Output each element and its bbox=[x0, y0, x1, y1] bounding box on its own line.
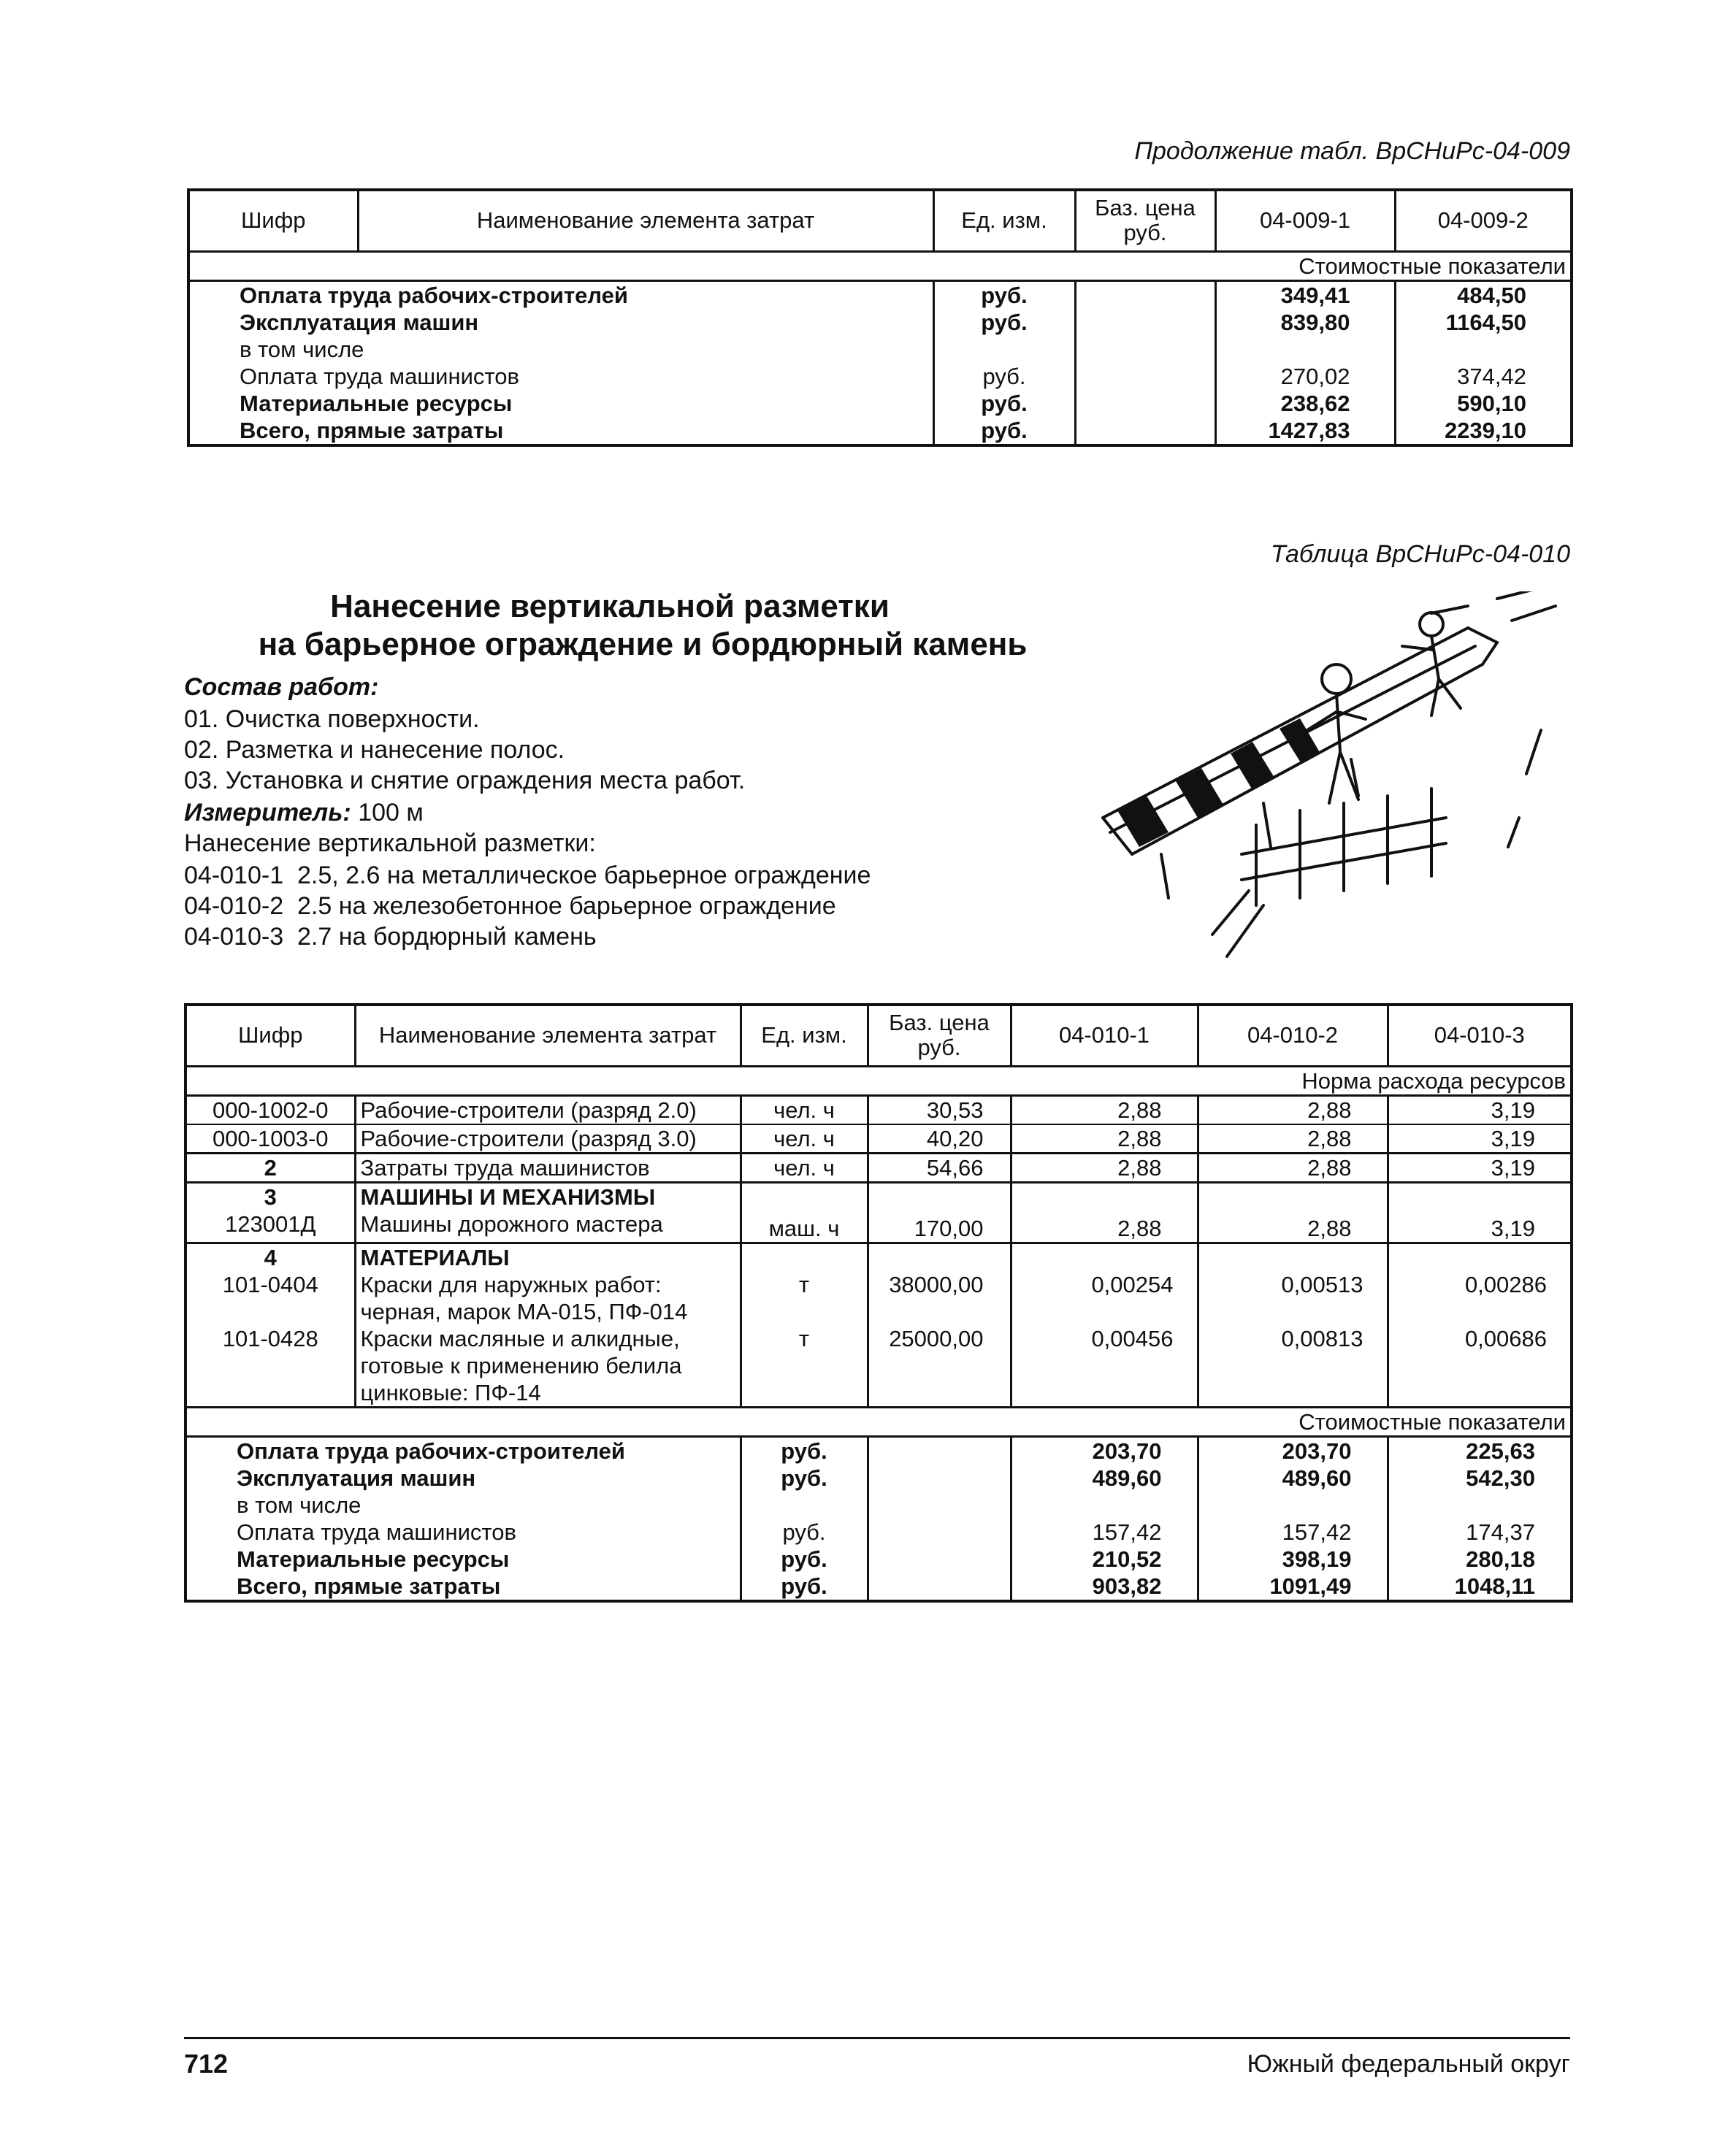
cell-unit: руб. bbox=[933, 390, 1075, 417]
table-row bbox=[185, 1436, 1572, 1465]
table-row bbox=[185, 1492, 1572, 1519]
cell-name bbox=[188, 280, 933, 309]
cell-value: 2,88 bbox=[1011, 1124, 1198, 1154]
cell-code: 000-1002-0 bbox=[185, 1095, 355, 1124]
cell-price: 30,53 bbox=[868, 1095, 1011, 1124]
table-row bbox=[188, 390, 1572, 417]
col-header-04-009-2: 04-009-2 bbox=[1395, 190, 1572, 251]
cell-value: 0,00686 bbox=[1388, 1325, 1572, 1408]
table-row bbox=[185, 1153, 1572, 1182]
cell-value bbox=[1388, 1243, 1572, 1271]
cell-price bbox=[1075, 309, 1215, 336]
cell-unit: чел. ч bbox=[741, 1095, 868, 1124]
cell-value: 0,00456 bbox=[1011, 1325, 1198, 1408]
cell-name-text: Всего, прямые затраты bbox=[240, 417, 504, 443]
col-header-04-010-2: 04-010-2 bbox=[1198, 1005, 1388, 1066]
cell-price: 38000,00 bbox=[868, 1271, 1011, 1325]
cell-price: 54,66 bbox=[868, 1153, 1011, 1182]
cell-value bbox=[1198, 1243, 1388, 1271]
cell-value bbox=[1388, 1182, 1572, 1211]
cell-name bbox=[185, 1546, 741, 1573]
footer-region: Южный федеральный округ bbox=[1247, 2050, 1570, 2078]
cell-value: 2,88 bbox=[1198, 1153, 1388, 1182]
cell-value: 203,70 bbox=[1011, 1436, 1198, 1465]
section-row bbox=[185, 1407, 1572, 1436]
cell-unit: руб. bbox=[741, 1465, 868, 1492]
table-header-row bbox=[185, 1005, 1572, 1066]
col-header-unit: Ед. изм. bbox=[741, 1005, 868, 1066]
cell-value bbox=[1395, 336, 1572, 363]
section-row bbox=[188, 251, 1572, 280]
cell-price: 40,20 bbox=[868, 1124, 1011, 1154]
cell-value: 2,88 bbox=[1198, 1095, 1388, 1124]
cell-value: 0,00513 bbox=[1198, 1271, 1388, 1325]
meter-label: Измеритель: bbox=[184, 799, 351, 826]
table-row bbox=[185, 1519, 1572, 1546]
table-row bbox=[188, 309, 1572, 336]
cell-price: 170,00 bbox=[868, 1211, 1011, 1243]
work-item: 01. Очистка поверхности. bbox=[184, 705, 480, 733]
cell-name-text: Материальные ресурсы bbox=[237, 1546, 510, 1572]
table-row bbox=[188, 363, 1572, 390]
cell-value bbox=[1011, 1243, 1198, 1271]
work-item: 02. Разметка и нанесение полос. bbox=[184, 736, 565, 764]
cell-code: 2 bbox=[185, 1153, 355, 1182]
cell-price bbox=[868, 1465, 1011, 1492]
cell-price bbox=[1075, 417, 1215, 445]
cell-value: 839,80 bbox=[1215, 309, 1395, 336]
cell-unit: т bbox=[741, 1271, 868, 1325]
table-header-row bbox=[188, 190, 1572, 251]
section-title-line-2: на барьерное ограждение и бордюрный камень bbox=[258, 626, 1028, 662]
cell-name bbox=[188, 363, 933, 390]
cell-value: 1427,83 bbox=[1215, 417, 1395, 445]
cell-name bbox=[185, 1436, 741, 1465]
cell-name-line: Краски для наружных работ: bbox=[360, 1271, 662, 1297]
cell-price bbox=[1075, 336, 1215, 363]
cell-name-text: Оплата труда рабочих-строителей bbox=[240, 282, 628, 308]
cell-value: 903,82 bbox=[1011, 1573, 1198, 1601]
work-item: 03. Установка и снятие ограждения места работ. bbox=[184, 767, 746, 794]
cell-value: 0,00286 bbox=[1388, 1271, 1572, 1325]
table-row bbox=[185, 1325, 1572, 1408]
cell-name bbox=[188, 390, 933, 417]
cell-value: 1048,11 bbox=[1388, 1573, 1572, 1601]
cell-name bbox=[188, 417, 933, 445]
road-marking-illustration bbox=[1088, 591, 1563, 971]
footer-rule bbox=[184, 2037, 1570, 2039]
cell-value: 398,19 bbox=[1198, 1546, 1388, 1573]
cell-price bbox=[868, 1546, 1011, 1573]
col-header-04-010-3: 04-010-3 bbox=[1388, 1005, 1572, 1066]
cell-name: Рабочие-строители (разряд 3.0) bbox=[355, 1124, 741, 1154]
cell-unit: руб. bbox=[933, 280, 1075, 309]
cell-name-line: черная, марок МА-015, ПФ-014 bbox=[360, 1298, 688, 1324]
col-header-04-010-1: 04-010-1 bbox=[1011, 1005, 1198, 1066]
section-row bbox=[185, 1066, 1572, 1095]
cell-unit: руб. bbox=[933, 363, 1075, 390]
cell-code: 4 bbox=[185, 1243, 355, 1271]
cell-name: Затраты труда машинистов bbox=[355, 1153, 741, 1182]
section-label: Норма расхода ресурсов bbox=[185, 1066, 1572, 1095]
applying-label: Нанесение вертикальной разметки: bbox=[184, 829, 596, 857]
cell-value: 0,00254 bbox=[1011, 1271, 1198, 1325]
cell-unit bbox=[933, 336, 1075, 363]
cell-unit: руб. bbox=[741, 1573, 868, 1601]
cell-name-line: готовые к применению белила bbox=[360, 1352, 682, 1378]
cell-price bbox=[868, 1436, 1011, 1465]
cell-name bbox=[185, 1465, 741, 1492]
composition-label: Состав работ: bbox=[184, 673, 379, 701]
cell-unit bbox=[741, 1182, 868, 1211]
cell-code: 123001Д bbox=[225, 1211, 316, 1237]
section-label: Стоимостные показатели bbox=[185, 1407, 1572, 1436]
table-row bbox=[185, 1573, 1572, 1601]
cell-value bbox=[1011, 1182, 1198, 1211]
cell-name bbox=[355, 1325, 741, 1408]
col-header-price: Баз. цена руб. bbox=[1075, 190, 1215, 251]
cell-name bbox=[188, 336, 933, 363]
cell-name-line: цинковые: ПФ-14 bbox=[360, 1379, 541, 1405]
cell-name bbox=[188, 309, 933, 336]
costs-table-04-009 bbox=[187, 188, 1573, 447]
table-row bbox=[185, 1465, 1572, 1492]
cell-value: 203,70 bbox=[1198, 1436, 1388, 1465]
cell-name bbox=[185, 1519, 741, 1546]
cell-code: 000-1003-0 bbox=[185, 1124, 355, 1154]
cell-value: 157,42 bbox=[1198, 1519, 1388, 1546]
cell-value: 374,42 bbox=[1395, 363, 1572, 390]
prev-table-caption: Продолжение табл. ВрСНиРс-04-009 bbox=[1134, 137, 1570, 165]
section-label: Стоимостные показатели bbox=[188, 251, 1572, 280]
cell-value: 2,88 bbox=[1198, 1211, 1388, 1243]
cell-price bbox=[868, 1492, 1011, 1519]
cell-unit: руб. bbox=[933, 309, 1075, 336]
cell-name-text: Материальные ресурсы bbox=[240, 390, 513, 416]
cell-value: 174,37 bbox=[1388, 1519, 1572, 1546]
cell-price bbox=[1075, 390, 1215, 417]
table-row bbox=[188, 417, 1572, 445]
cell-value: 2,88 bbox=[1011, 1095, 1198, 1124]
cell-value: 270,02 bbox=[1215, 363, 1395, 390]
cell-value: 3,19 bbox=[1388, 1095, 1572, 1124]
cell-unit: руб. bbox=[741, 1546, 868, 1573]
cell-value: 2239,10 bbox=[1395, 417, 1572, 445]
page-number: 712 bbox=[184, 2049, 229, 2079]
section-title-line-1: Нанесение вертикальной разметки bbox=[330, 588, 890, 624]
code-line: 04-010-2 2.5 на железобетонное барьерное ограждение bbox=[184, 892, 836, 920]
cell-value bbox=[1198, 1182, 1388, 1211]
cell-value: 2,88 bbox=[1198, 1124, 1388, 1154]
table-row bbox=[185, 1271, 1572, 1325]
col-header-code: Шифр bbox=[185, 1005, 355, 1066]
cell-code: 101-0428 bbox=[222, 1325, 318, 1351]
cell-name-text: Оплата труда машинистов bbox=[237, 1519, 516, 1545]
table-row bbox=[185, 1095, 1572, 1124]
col-header-name: Наименование элемента затрат bbox=[355, 1005, 741, 1066]
cell-value bbox=[1215, 336, 1395, 363]
table-row bbox=[188, 280, 1572, 309]
cell-name-text: Оплата труда рабочих-строителей bbox=[237, 1438, 625, 1464]
meter-line bbox=[184, 799, 424, 827]
cell-name: МАШИНЫ И МЕХАНИЗМЫ bbox=[355, 1182, 741, 1211]
resources-table-04-010 bbox=[184, 1003, 1573, 1603]
cell-name-text: Эксплуатация машин bbox=[237, 1465, 476, 1491]
cell-name-text: Всего, прямые затраты bbox=[237, 1573, 501, 1599]
code-line: 04-010-1 2.5, 2.6 на металлическое барьерное ограждение bbox=[184, 862, 871, 889]
cell-code: 101-0404 bbox=[222, 1271, 318, 1297]
cell-name bbox=[355, 1271, 741, 1325]
cell-price bbox=[1075, 363, 1215, 390]
cell-unit: чел. ч bbox=[741, 1124, 868, 1154]
cell-value: 2,88 bbox=[1011, 1211, 1198, 1243]
cell-value: 0,00813 bbox=[1198, 1325, 1388, 1408]
code-line: 04-010-3 2.7 на бордюрный камень bbox=[184, 923, 597, 951]
cell-unit: руб. bbox=[741, 1436, 868, 1465]
cell-value: 210,52 bbox=[1011, 1546, 1198, 1573]
cell-price: 25000,00 bbox=[868, 1325, 1011, 1408]
col-header-price: Баз. цена руб. bbox=[868, 1005, 1011, 1066]
cell-price bbox=[868, 1573, 1011, 1601]
cell-value bbox=[1388, 1492, 1572, 1519]
table-row bbox=[185, 1243, 1572, 1271]
cell-price bbox=[1075, 280, 1215, 309]
cell-name: МАТЕРИАЛЫ bbox=[355, 1243, 741, 1271]
cell-unit: т bbox=[741, 1325, 868, 1408]
cell-price bbox=[868, 1182, 1011, 1211]
cell-value: 349,41 bbox=[1215, 280, 1395, 309]
cell-value: 1091,49 bbox=[1198, 1573, 1388, 1601]
col-header-code: Шифр bbox=[188, 190, 358, 251]
table-row bbox=[185, 1124, 1572, 1154]
cell-name-text: Эксплуатация машин bbox=[240, 309, 479, 335]
cell-value: 484,50 bbox=[1395, 280, 1572, 309]
cell-value: 489,60 bbox=[1011, 1465, 1198, 1492]
cell-name-text: в том числе bbox=[240, 336, 364, 362]
col-header-04-009-1: 04-009-1 bbox=[1215, 190, 1395, 251]
cell-price bbox=[868, 1519, 1011, 1546]
cell-unit: руб. bbox=[933, 417, 1075, 445]
cell-name-text: Оплата труда машинистов bbox=[240, 363, 519, 389]
cell-value: 3,19 bbox=[1388, 1153, 1572, 1182]
table-row bbox=[188, 336, 1572, 363]
cell-unit: маш. ч bbox=[741, 1211, 868, 1243]
table-row bbox=[185, 1546, 1572, 1573]
cell-unit bbox=[741, 1243, 868, 1271]
table-row bbox=[185, 1211, 1572, 1243]
cell-value: 2,88 bbox=[1011, 1153, 1198, 1182]
col-header-unit: Ед. изм. bbox=[933, 190, 1075, 251]
cell-unit bbox=[741, 1492, 868, 1519]
cell-value: 280,18 bbox=[1388, 1546, 1572, 1573]
col-header-name: Наименование элемента затрат bbox=[358, 190, 933, 251]
cell-value: 489,60 bbox=[1198, 1465, 1388, 1492]
cell-code: 3 bbox=[185, 1182, 355, 1211]
cell-value: 3,19 bbox=[1388, 1124, 1572, 1154]
cell-value: 542,30 bbox=[1388, 1465, 1572, 1492]
cell-value: 3,19 bbox=[1388, 1211, 1572, 1243]
cell-name bbox=[185, 1573, 741, 1601]
cell-value bbox=[1198, 1492, 1388, 1519]
cell-name: Машины дорожного мастера bbox=[355, 1211, 741, 1243]
cell-unit: чел. ч bbox=[741, 1153, 868, 1182]
cell-name: Рабочие-строители (разряд 2.0) bbox=[355, 1095, 741, 1124]
cell-value: 157,42 bbox=[1011, 1519, 1198, 1546]
cell-value: 238,62 bbox=[1215, 390, 1395, 417]
cell-value bbox=[1011, 1492, 1198, 1519]
table-row bbox=[185, 1182, 1572, 1211]
cell-name-line: Краски масляные и алкидные, bbox=[360, 1325, 680, 1351]
cell-value: 225,63 bbox=[1388, 1436, 1572, 1465]
cell-name-text: в том числе bbox=[237, 1492, 362, 1518]
cell-price bbox=[868, 1243, 1011, 1271]
meter-value: 100 м bbox=[358, 799, 424, 826]
cell-name bbox=[185, 1492, 741, 1519]
cell-value: 590,10 bbox=[1395, 390, 1572, 417]
table-caption: Таблица ВрСНиРс-04-010 bbox=[1270, 540, 1570, 568]
cell-unit: руб. bbox=[741, 1519, 868, 1546]
cell-value: 1164,50 bbox=[1395, 309, 1572, 336]
